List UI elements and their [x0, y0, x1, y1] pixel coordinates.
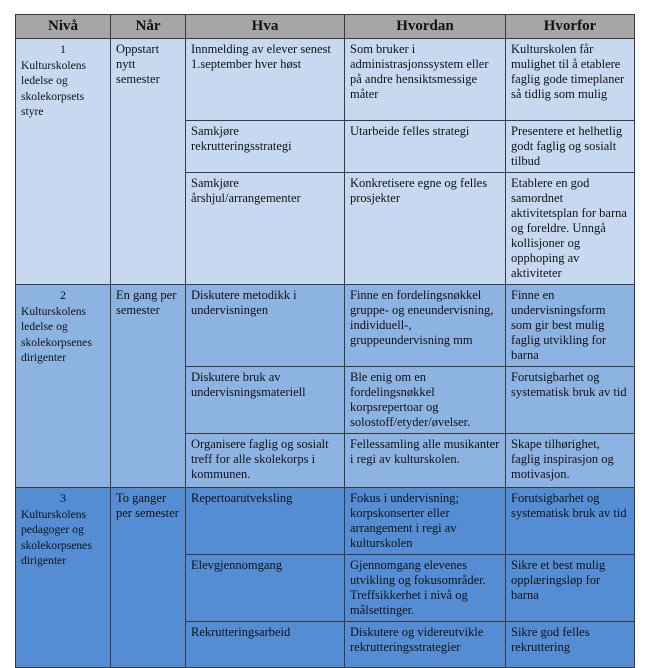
- hva-cell: Organisere faglig og sosialt treff for alle skolekorps i kommunen.: [186, 434, 345, 488]
- level-who: Kulturskolens ledelse og skolekorpsets styre: [21, 58, 87, 118]
- hva-cell: Diskutere bruk av undervisningsmateriell: [186, 367, 345, 434]
- header-niva: Nivå: [16, 15, 111, 39]
- hvorfor-cell: Sikre god felles rekruttering: [506, 622, 635, 668]
- table-row: [16, 39, 635, 121]
- hva-cell: Innmelding av elever senest 1.september hver høst: [186, 39, 345, 121]
- hvordan-cell: Ble enig om en fordelingsnøkkel korpsrepertoar og solostoff/etyder/øvelser.: [345, 367, 506, 434]
- hvordan-cell: Fokus i undervisning; korpskonserter eller arrangement i regi av kulturskolen: [345, 488, 506, 555]
- when-cell: Oppstart nytt semester: [111, 39, 186, 285]
- hvorfor-cell: Presentere et helhetlig godt faglig og sosialt tilbud: [506, 121, 635, 173]
- hvorfor-cell: Etablere en god samordnet aktivitetsplan for barna og foreldre. Unngå kollisjoner og opphoping av aktiviteter: [506, 173, 635, 285]
- hva-cell: Rekrutteringsarbeid: [186, 622, 345, 668]
- hvorfor-cell: Skape tilhørighet, faglig inspirasjon og motivasjon.: [506, 434, 635, 488]
- hvorfor-cell: Forutsigbarhet og systematisk bruk av tid: [506, 367, 635, 434]
- when-cell: To ganger per semester: [111, 488, 186, 668]
- hva-cell: Repertoarutveksling: [186, 488, 345, 555]
- hvordan-cell: Konkretisere egne og felles prosjekter: [345, 173, 506, 285]
- level-number: 1: [60, 43, 66, 56]
- hvorfor-cell: Kulturskolen får mulighet til å etablere faglig gode timeplaner så tidlig som mulig: [506, 39, 635, 121]
- hvordan-cell: Finne en fordelingsnøkkel gruppe- og eneundervisning, individuell-, gruppeundervisning mm: [345, 285, 506, 367]
- header-nar: Når: [111, 15, 186, 39]
- hvorfor-cell: Forutsigbarhet og systematisk bruk av tid: [506, 488, 635, 555]
- hvorfor-cell: Finne en undervisningsform som gir best mulig faglig utvikling for barna: [506, 285, 635, 367]
- level-number: 2: [60, 289, 66, 302]
- level-cell: [16, 488, 111, 668]
- level-who: Kulturskolens pedagoger og skolekorpsenes dirigenter: [21, 507, 92, 567]
- hva-cell: Samkjøre rekrutteringsstrategi: [186, 121, 345, 173]
- header-hva: Hva: [186, 15, 345, 39]
- activity-plan-table: [15, 14, 635, 668]
- hva-cell: Elevgjennomgang: [186, 555, 345, 622]
- hvordan-cell: Fellessamling alle musikanter i regi av kulturskolen.: [345, 434, 506, 488]
- hvordan-cell: Diskutere og videreutvikle rekrutteringsstrategier: [345, 622, 506, 668]
- level-number: 3: [60, 492, 66, 505]
- level-cell: [16, 39, 111, 285]
- level-cell: [16, 285, 111, 488]
- hvorfor-cell: Sikre et best mulig opplæringsløp for barna: [506, 555, 635, 622]
- table-row: [16, 285, 635, 367]
- header-hvorfor: Hvorfor: [506, 15, 635, 39]
- header-row: [16, 15, 635, 39]
- hvordan-cell: Gjennomgang elevenes utvikling og fokusområder. Treffsikkerhet i nivå og målsettinger.: [345, 555, 506, 622]
- hvordan-cell: Som bruker i administrasjonssystem eller på andre hensiktsmessige måter: [345, 39, 506, 121]
- when-cell: En gang per semester: [111, 285, 186, 488]
- header-hvordan: Hvordan: [345, 15, 506, 39]
- table-row: [16, 488, 635, 555]
- level-who: Kulturskolens ledelse og skolekorpsenes dirigenter: [21, 304, 92, 364]
- hva-cell: Samkjøre årshjul/arrangementer: [186, 173, 345, 285]
- hva-cell: Diskutere metodikk i undervisningen: [186, 285, 345, 367]
- hvordan-cell: Utarbeide felles strategi: [345, 121, 506, 173]
